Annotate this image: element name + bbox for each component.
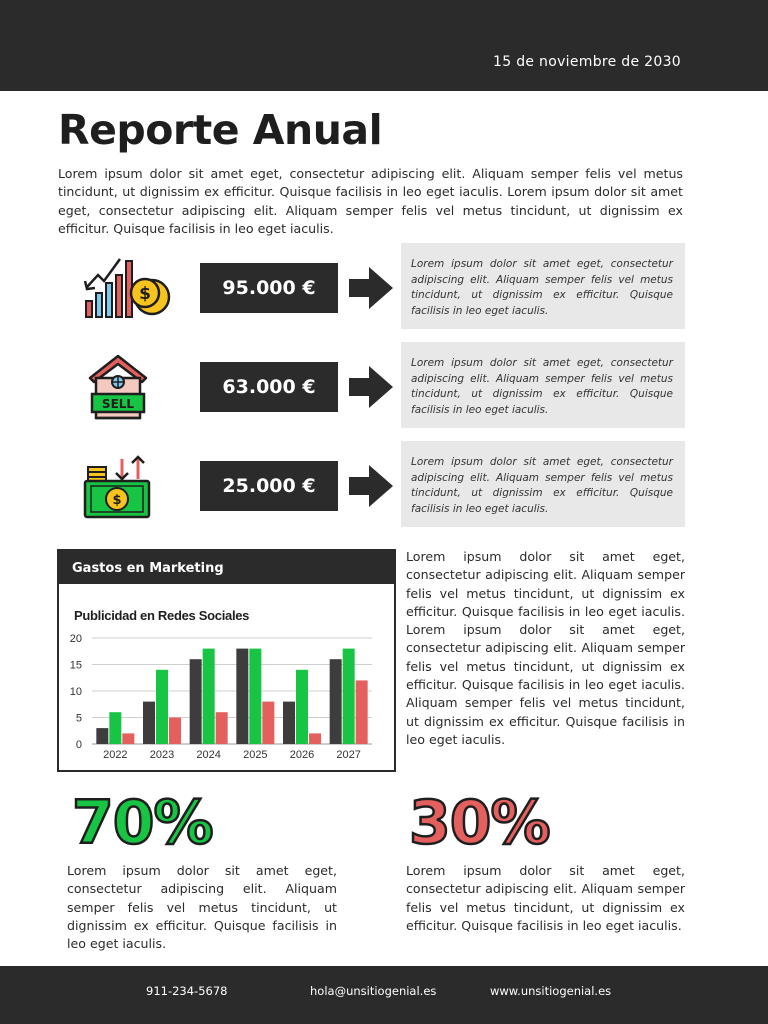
percentage-red-text: Lorem ipsum dolor sit amet eget, consectetur adipiscing elit. Aliquam semper felis vel metus tincidunt, ut dignissim ex efficitur. Quisque facilisis in leo eget iaculis. [406,863,685,933]
stat-description: Lorem ipsum dolor sit amet eget, consectetur adipiscing elit. Aliquam semper felis vel metus tincidunt, ut dignissim ex efficitur. Quisque facilisis in leo eget iaculis. [401,441,685,527]
footer-website[interactable]: www.unsitiogenial.es [490,984,612,998]
bar [203,649,215,744]
chart-card-header: Gastos en Marketing [59,551,394,584]
bar [216,712,228,744]
bar [236,649,248,744]
footer [0,966,768,1024]
money-exchange-icon [82,451,174,521]
stat-description: Lorem ipsum dolor sit amet eget, consectetur adipiscing elit. Aliquam semper felis vel metus tincidunt, ut dignissim ex efficitur. Quisque facilisis in leo eget iaculis. [401,342,685,428]
percentage-red: 30% [409,788,550,858]
x-tick-label: 2026 [289,749,315,761]
x-tick-label: 2022 [103,749,128,761]
x-tick-label: 2023 [149,749,175,761]
stat-row-income [0,243,768,329]
stat-row-expenses [0,441,768,527]
report-date: 15 de noviembre de 2030 [493,54,681,70]
stat-amount: 25.000 € [200,461,338,511]
bar [143,702,155,744]
bar [96,728,108,744]
bar [343,649,355,744]
bar [249,649,261,744]
x-tick-label: 2027 [336,749,361,761]
bar [283,702,295,744]
stat-row-sales [0,342,768,428]
y-tick-label: 0 [75,739,82,751]
percentage-green: 70% [72,788,213,858]
stat-description: Lorem ipsum dolor sit amet eget, consectetur adipiscing elit. Aliquam semper felis vel metus tincidunt, ut dignissim ex efficitur. Quisque facilisis in leo eget iaculis. [401,243,685,329]
bar [169,718,181,745]
bar [330,659,342,744]
bar [156,670,168,744]
stat-amount: 63.000 € [200,362,338,412]
arrow-right-icon [349,465,393,507]
svg-text:$: $ [139,284,151,304]
chart-title: Publicidad en Redes Sociales [74,608,250,623]
x-tick-label: 2024 [196,749,221,761]
intro-paragraph: Lorem ipsum dolor sit amet eget, consectetur adipiscing elit. Aliquam semper felis vel metus tincidunt, ut dignissim ex efficitur. Quisque facilisis in leo eget iaculis. Lorem ipsum dolor sit amet eget, consectetur adipiscing elit. Aliquam semper felis vel metus tincidunt, ut dignissim ex efficitur. Quisque facilisis in leo eget iaculis. [58,166,683,236]
marketing-chart-card [57,549,396,772]
bar [296,670,308,744]
arrow-right-icon [349,267,393,309]
arrow-right-icon [349,366,393,408]
y-tick-label: 10 [69,686,82,698]
side-paragraph: Lorem ipsum dolor sit amet eget, consectetur adipiscing elit. Aliquam semper felis vel metus tincidunt, ut dignissim ex efficitur. Quisque facilisis in leo eget iaculis. Lorem ipsum dolor sit amet eget, consectetur adipiscing elit. Aliquam semper felis vel metus tincidunt, ut dignissim ex efficitur. Quisque facilisis in leo eget iaculis. Aliquam semper felis vel metus tincidunt, ut dignissim ex efficitur. Quisque facilisis in leo eget iaculis. [406,549,685,747]
svg-text:$: $ [112,493,122,508]
y-tick-label: 15 [69,659,82,672]
top-bar [0,0,768,91]
stat-amount: 95.000 € [200,263,338,313]
growth-chart-coin-icon [82,253,174,323]
bar [122,733,134,744]
footer-phone[interactable]: 911-234-5678 [146,984,228,998]
bar [190,659,202,744]
bar-chart [59,584,394,770]
bar [109,712,121,744]
house-sell-icon [82,352,174,422]
bar [356,680,368,744]
bar [309,733,321,744]
x-tick-label: 2025 [243,749,268,761]
y-tick-label: 20 [69,633,82,645]
y-tick-label: 5 [75,712,82,725]
percentage-green-text: Lorem ipsum dolor sit amet eget, consectetur adipiscing elit. Aliquam semper felis vel metus tincidunt, ut dignissim ex efficitur. Quisque facilisis in leo eget iaculis. [67,863,337,952]
bar [262,702,274,744]
page-title: Reporte Anual [58,106,383,154]
footer-email[interactable]: hola@unsitiogenial.es [310,984,437,998]
svg-text:SELL: SELL [101,397,135,411]
